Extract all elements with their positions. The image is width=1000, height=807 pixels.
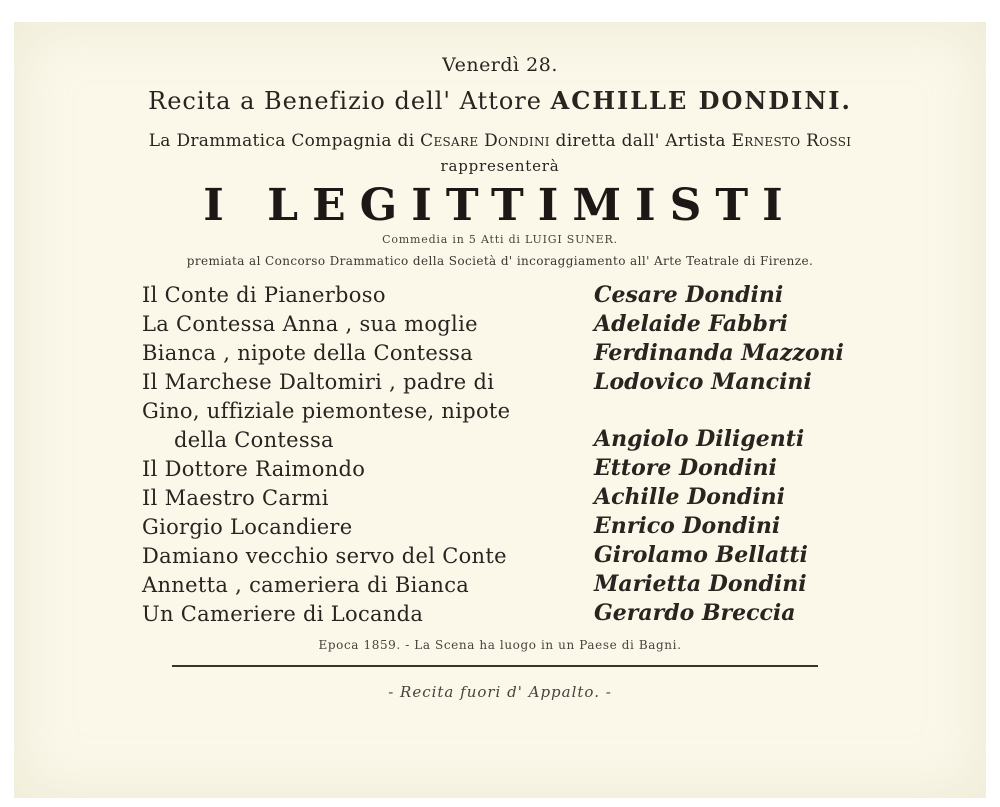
cast-role: Damiano vecchio servo del Conte — [142, 544, 507, 568]
benefit-prefix: Recita a Benefizio dell' Attore — [148, 87, 542, 115]
benefit-line — [0, 86, 1000, 115]
cast-role: Il Dottore Raimondo — [142, 457, 366, 481]
company-line — [0, 131, 1000, 151]
play-subtitle: Commedia in 5 Atti di LUIGI SUNER. — [382, 233, 618, 246]
footer-note: - Recita fuori d' Appalto. - — [388, 683, 612, 701]
cast-actor: Gerardo Breccia — [594, 600, 796, 626]
cast-role: Bianca , nipote della Contessa — [142, 341, 474, 365]
cast-actor: Ferdinanda Mazzoni — [594, 340, 844, 366]
cast-actor: Lodovico Mancini — [594, 369, 812, 395]
cast-role: La Contessa Anna , sua moglie — [142, 312, 478, 336]
performance-date: Venerdì 28. — [442, 54, 558, 76]
cast-role: Annetta , cameriera di Bianca — [142, 573, 470, 597]
cast-role: Giorgio Locandiere — [142, 515, 353, 539]
cast-role: Gino, uffiziale piemontese, nipote — [142, 399, 511, 423]
cast-role: Il Conte di Pianerboso — [142, 283, 386, 307]
cast-actor: Angiolo Diligenti — [594, 426, 805, 452]
cast-actor: Enrico Dondini — [594, 513, 781, 539]
cast-role: della Contessa — [174, 428, 334, 452]
divider-rule — [172, 665, 818, 667]
company-intro: La Drammatica Compagnia di — [148, 131, 415, 151]
company-director: Cesare Dondini — [420, 131, 550, 151]
cast-actor: Marietta Dondini — [594, 571, 807, 597]
company-directed-by: diretta dall' Artista — [555, 131, 726, 151]
benefit-actor-name: ACHILLE DONDINI. — [550, 86, 852, 115]
prize-line: premiata al Concorso Drammatico della Società d' incoraggiamento all' Arte Teatrale di Firenze. — [186, 254, 814, 268]
cast-actor: Girolamo Bellatti — [594, 542, 808, 568]
cast-actor: Adelaide Fabbri — [594, 311, 788, 337]
cast-actor: Ettore Dondini — [594, 455, 777, 481]
cast-role: Un Cameriere di Locanda — [142, 602, 424, 626]
cast-actor: Achille Dondini — [594, 484, 786, 510]
cast-role: Il Maestro Carmi — [142, 486, 329, 510]
epoch-line: Epoca 1859. - La Scena ha luogo in un Paese di Bagni. — [318, 638, 682, 652]
company-artist: Ernesto Rossi — [731, 131, 852, 151]
cast-role: Il Marchese Daltomiri , padre di — [142, 370, 495, 394]
cast-actor: Cesare Dondini — [594, 282, 784, 308]
presents-line: rappresenterà — [440, 157, 560, 175]
play-title: I LEGITTIMISTI — [203, 180, 797, 231]
